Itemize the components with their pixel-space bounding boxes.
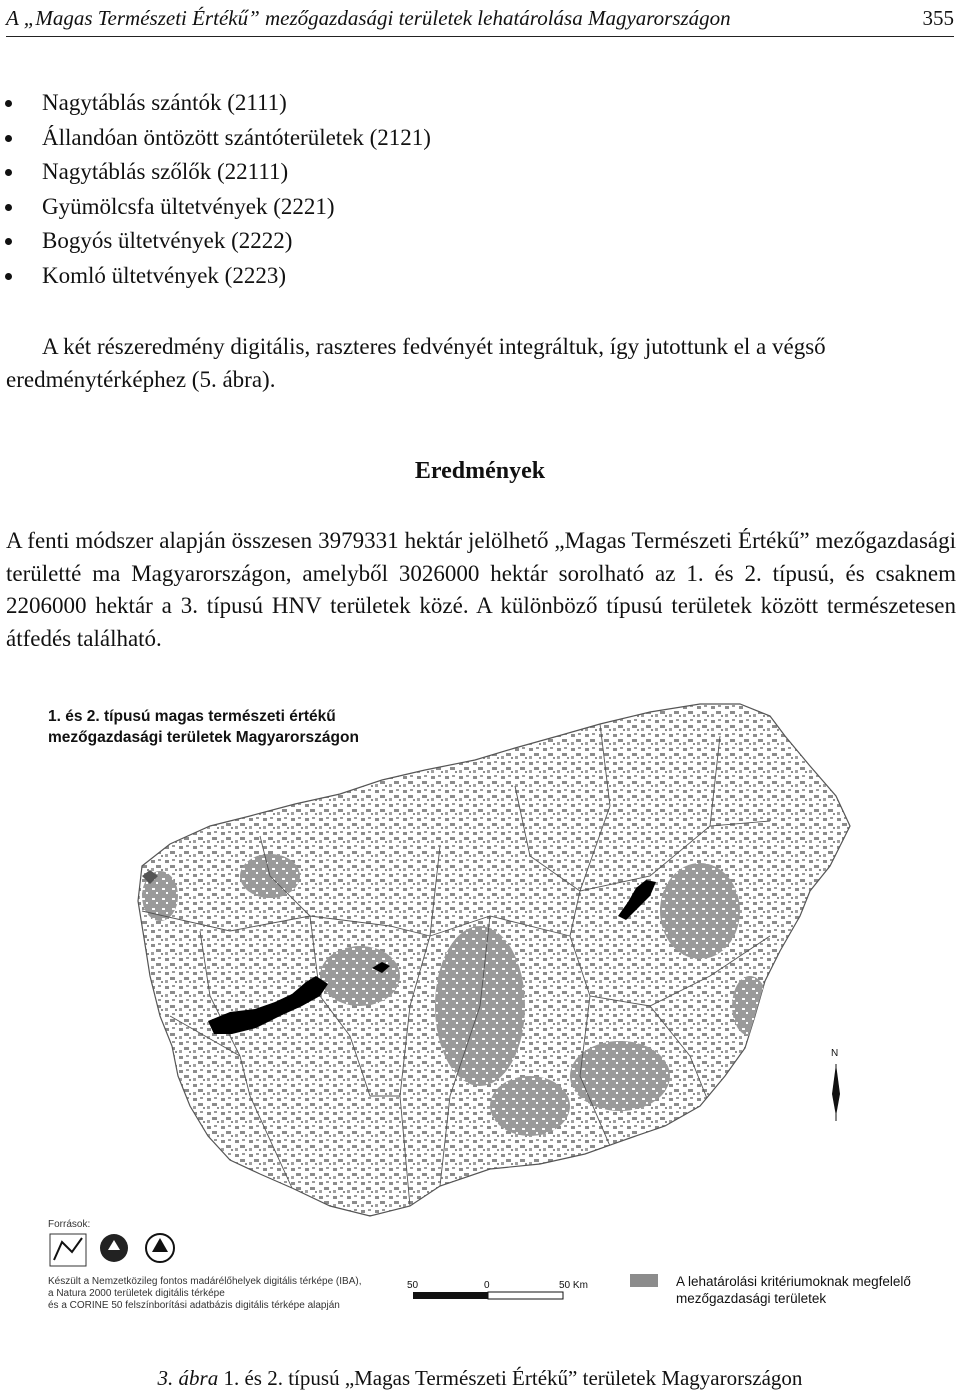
legend-line2: mezőgazdasági területek [676, 1291, 827, 1306]
north-arrow [831, 1048, 840, 1121]
list-item: Nagytáblás szántók (2111) [0, 86, 431, 121]
list-item: Komló ültetvények (2223) [0, 259, 431, 294]
credit-line-2: a Natura 2000 területek digitális térképe [48, 1288, 225, 1299]
map-legend [630, 1274, 911, 1306]
bullet-icon [5, 273, 12, 280]
hungary-map [10, 676, 950, 1326]
credit-line-1: Készült a Nemzetközileg fontos madárélőhelyek digitális térképe (IBA), [48, 1276, 362, 1287]
bullet-icon [5, 169, 12, 176]
list-item: Állandóan öntözött szántóterületek (2121) [0, 121, 431, 156]
svg-text:50: 50 [407, 1280, 419, 1291]
svg-text:N: N [831, 1048, 839, 1059]
running-header [6, 2, 954, 37]
paragraph-integration: A két részeredmény digitális, raszteres fedvényét integráltuk, így jutottunk el a végső eredménytérképhez (5. ábra). [6, 334, 826, 392]
list-item: Gyümölcsfa ültetvények (2221) [0, 190, 431, 225]
map-title-line1: 1. és 2. típusú magas természeti értékű [48, 708, 336, 725]
page-number: 355 [922, 6, 954, 30]
svg-text:50 Km: 50 Km [559, 1280, 588, 1291]
figure-caption [0, 1366, 960, 1391]
list-item: Nagytáblás szőlők (22111) [0, 155, 431, 190]
hnv-map-figure [10, 676, 950, 1326]
legend-line1: A lehatárolási kritériumoknak megfelelő [676, 1274, 911, 1289]
figure-number: 3. ábra [157, 1366, 219, 1390]
caption-text: 1. és 2. típusú „Magas Természeti Értékű” területek Magyarországon [218, 1366, 803, 1390]
bullet-icon [5, 204, 12, 211]
section-heading: Eredmények [414, 458, 546, 484]
credit-line-3: és a CORINE 50 felszínborítási adatbázis digitális térképe alapján [48, 1300, 340, 1311]
scale-bar [407, 1280, 588, 1299]
map-title-line2: mezőgazdasági területek Magyarországon [48, 729, 359, 746]
svg-text:0: 0 [484, 1280, 490, 1291]
bullet-icon [5, 135, 12, 142]
paragraph-results: A fenti módszer alapján összesen 3979331 hektár jelölhető „Magas Természeti Értékű” mezőgazdasági területté ma Magyarországon, amelyből 3026000 hektár sorolható az 1. és 2. típusú, és csaknem 2206000 hektár a 3. típusú HNV területek közé. A különböző típusú területek között természetesen átfedés található. [6, 528, 956, 651]
sources-label: Források: [48, 1219, 91, 1230]
list-item: Bogyós ültetvények (2222) [0, 224, 431, 259]
running-title: A „Magas Természeti Értékű” mezőgazdasági területek lehatárolása Magyarországon [6, 6, 731, 30]
bullet-icon [5, 238, 12, 245]
land-use-list [0, 86, 431, 293]
bullet-icon [5, 100, 12, 107]
legend-swatch [630, 1274, 658, 1287]
source-logos [50, 1234, 174, 1266]
